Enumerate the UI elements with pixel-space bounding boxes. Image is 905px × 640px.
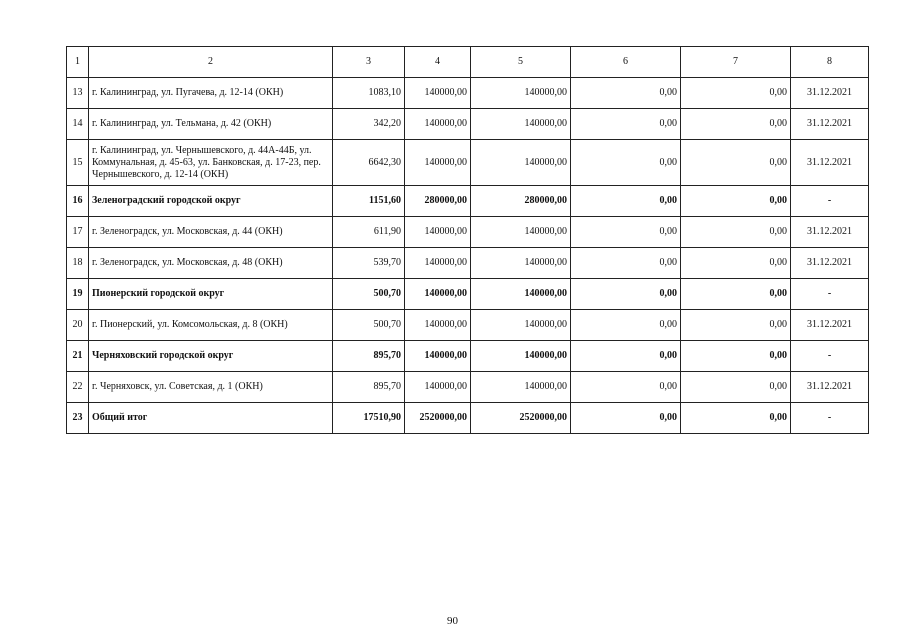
amount-cell: 140000,00: [405, 341, 471, 372]
amount-cell: 280000,00: [405, 186, 471, 217]
amount-cell: 0,00: [681, 372, 791, 403]
address-cell: г. Калининград, ул. Чернышевского, д. 44А-44Б, ул. Коммунальная, д. 45-63, ул. Банковская, д. 17-23, пер. Чернышевского, д. 12-14 (ОКН): [89, 140, 333, 186]
table-row-subtotal: [67, 279, 869, 310]
date-cell: 31.12.2021: [791, 217, 869, 248]
amount-cell: 140000,00: [405, 279, 471, 310]
row-number: 13: [67, 78, 89, 109]
column-header: 7: [681, 47, 791, 78]
amount-cell: 0,00: [571, 78, 681, 109]
amount-cell: 140000,00: [471, 310, 571, 341]
amount-cell: 140000,00: [471, 372, 571, 403]
date-cell: 31.12.2021: [791, 78, 869, 109]
column-header: 4: [405, 47, 471, 78]
amount-cell: 0,00: [571, 341, 681, 372]
row-number: 18: [67, 248, 89, 279]
address-cell: г. Черняховск, ул. Советская, д. 1 (ОКН): [89, 372, 333, 403]
amount-cell: 280000,00: [471, 186, 571, 217]
amount-cell: 0,00: [681, 78, 791, 109]
date-cell: 31.12.2021: [791, 140, 869, 186]
table-row: [67, 248, 869, 279]
amount-cell: 0,00: [571, 186, 681, 217]
column-header: 6: [571, 47, 681, 78]
amount-cell: 0,00: [571, 109, 681, 140]
area-cell: 895,70: [333, 372, 405, 403]
date-cell: 31.12.2021: [791, 109, 869, 140]
date-cell: 31.12.2021: [791, 310, 869, 341]
amount-cell: 0,00: [681, 310, 791, 341]
area-cell: 539,70: [333, 248, 405, 279]
amount-cell: 0,00: [681, 109, 791, 140]
table-row-subtotal: [67, 186, 869, 217]
page-number: 90: [447, 615, 458, 627]
row-number: 14: [67, 109, 89, 140]
address-cell: г. Зеленоградск, ул. Московская, д. 44 (ОКН): [89, 217, 333, 248]
address-cell: г. Калининград, ул. Тельмана, д. 42 (ОКН): [89, 109, 333, 140]
amount-cell: 140000,00: [405, 372, 471, 403]
address-cell: г. Калининград, ул. Пугачева, д. 12-14 (ОКН): [89, 78, 333, 109]
column-header: 8: [791, 47, 869, 78]
amount-cell: 140000,00: [471, 248, 571, 279]
amount-cell: 140000,00: [405, 78, 471, 109]
row-number: 16: [67, 186, 89, 217]
date-cell: 31.12.2021: [791, 372, 869, 403]
amount-cell: 140000,00: [471, 109, 571, 140]
amount-cell: 0,00: [571, 310, 681, 341]
amount-cell: 140000,00: [405, 140, 471, 186]
amount-cell: 0,00: [571, 279, 681, 310]
table-row-subtotal: [67, 341, 869, 372]
table-row-grand-total: [67, 403, 869, 434]
table-row: [67, 217, 869, 248]
row-number: 23: [67, 403, 89, 434]
table-row: [67, 372, 869, 403]
table-header-row: [67, 47, 869, 78]
column-header: 1: [67, 47, 89, 78]
amount-cell: 0,00: [681, 140, 791, 186]
total-label-cell: Общий итог: [89, 403, 333, 434]
amount-cell: 2520000,00: [471, 403, 571, 434]
row-number: 22: [67, 372, 89, 403]
date-cell: -: [791, 341, 869, 372]
date-cell: -: [791, 403, 869, 434]
area-cell: 500,70: [333, 310, 405, 341]
area-cell: 1083,10: [333, 78, 405, 109]
amount-cell: 0,00: [571, 217, 681, 248]
table-row: [67, 78, 869, 109]
amount-cell: 140000,00: [471, 140, 571, 186]
area-cell: 17510,90: [333, 403, 405, 434]
amount-cell: 0,00: [571, 140, 681, 186]
amount-cell: 140000,00: [471, 341, 571, 372]
amount-cell: 0,00: [571, 372, 681, 403]
column-header: 5: [471, 47, 571, 78]
amount-cell: 0,00: [681, 403, 791, 434]
table-row: [67, 310, 869, 341]
row-number: 20: [67, 310, 89, 341]
amount-cell: 140000,00: [471, 217, 571, 248]
amount-cell: 0,00: [681, 248, 791, 279]
area-cell: 611,90: [333, 217, 405, 248]
amount-cell: 140000,00: [405, 310, 471, 341]
table-row: [67, 140, 869, 186]
amount-cell: 2520000,00: [405, 403, 471, 434]
district-name-cell: Черняховский городской округ: [89, 341, 333, 372]
column-header: 3: [333, 47, 405, 78]
amount-cell: 0,00: [571, 403, 681, 434]
amount-cell: 0,00: [681, 217, 791, 248]
date-cell: -: [791, 186, 869, 217]
row-number: 19: [67, 279, 89, 310]
amount-cell: 140000,00: [471, 78, 571, 109]
date-cell: -: [791, 279, 869, 310]
column-header: 2: [89, 47, 333, 78]
date-cell: 31.12.2021: [791, 248, 869, 279]
amount-cell: 140000,00: [405, 109, 471, 140]
table-row: [67, 109, 869, 140]
amount-cell: 140000,00: [405, 248, 471, 279]
area-cell: 6642,30: [333, 140, 405, 186]
amount-cell: 140000,00: [405, 217, 471, 248]
row-number: 17: [67, 217, 89, 248]
amount-cell: 0,00: [571, 248, 681, 279]
row-number: 15: [67, 140, 89, 186]
data-table: [66, 46, 869, 434]
area-cell: 342,20: [333, 109, 405, 140]
amount-cell: 0,00: [681, 341, 791, 372]
amount-cell: 0,00: [681, 279, 791, 310]
area-cell: 895,70: [333, 341, 405, 372]
address-cell: г. Зеленоградск, ул. Московская, д. 48 (ОКН): [89, 248, 333, 279]
area-cell: 1151,60: [333, 186, 405, 217]
amount-cell: 140000,00: [471, 279, 571, 310]
district-name-cell: Пионерский городской округ: [89, 279, 333, 310]
amount-cell: 0,00: [681, 186, 791, 217]
district-name-cell: Зеленоградский городской округ: [89, 186, 333, 217]
address-cell: г. Пионерский, ул. Комсомольская, д. 8 (ОКН): [89, 310, 333, 341]
area-cell: 500,70: [333, 279, 405, 310]
row-number: 21: [67, 341, 89, 372]
